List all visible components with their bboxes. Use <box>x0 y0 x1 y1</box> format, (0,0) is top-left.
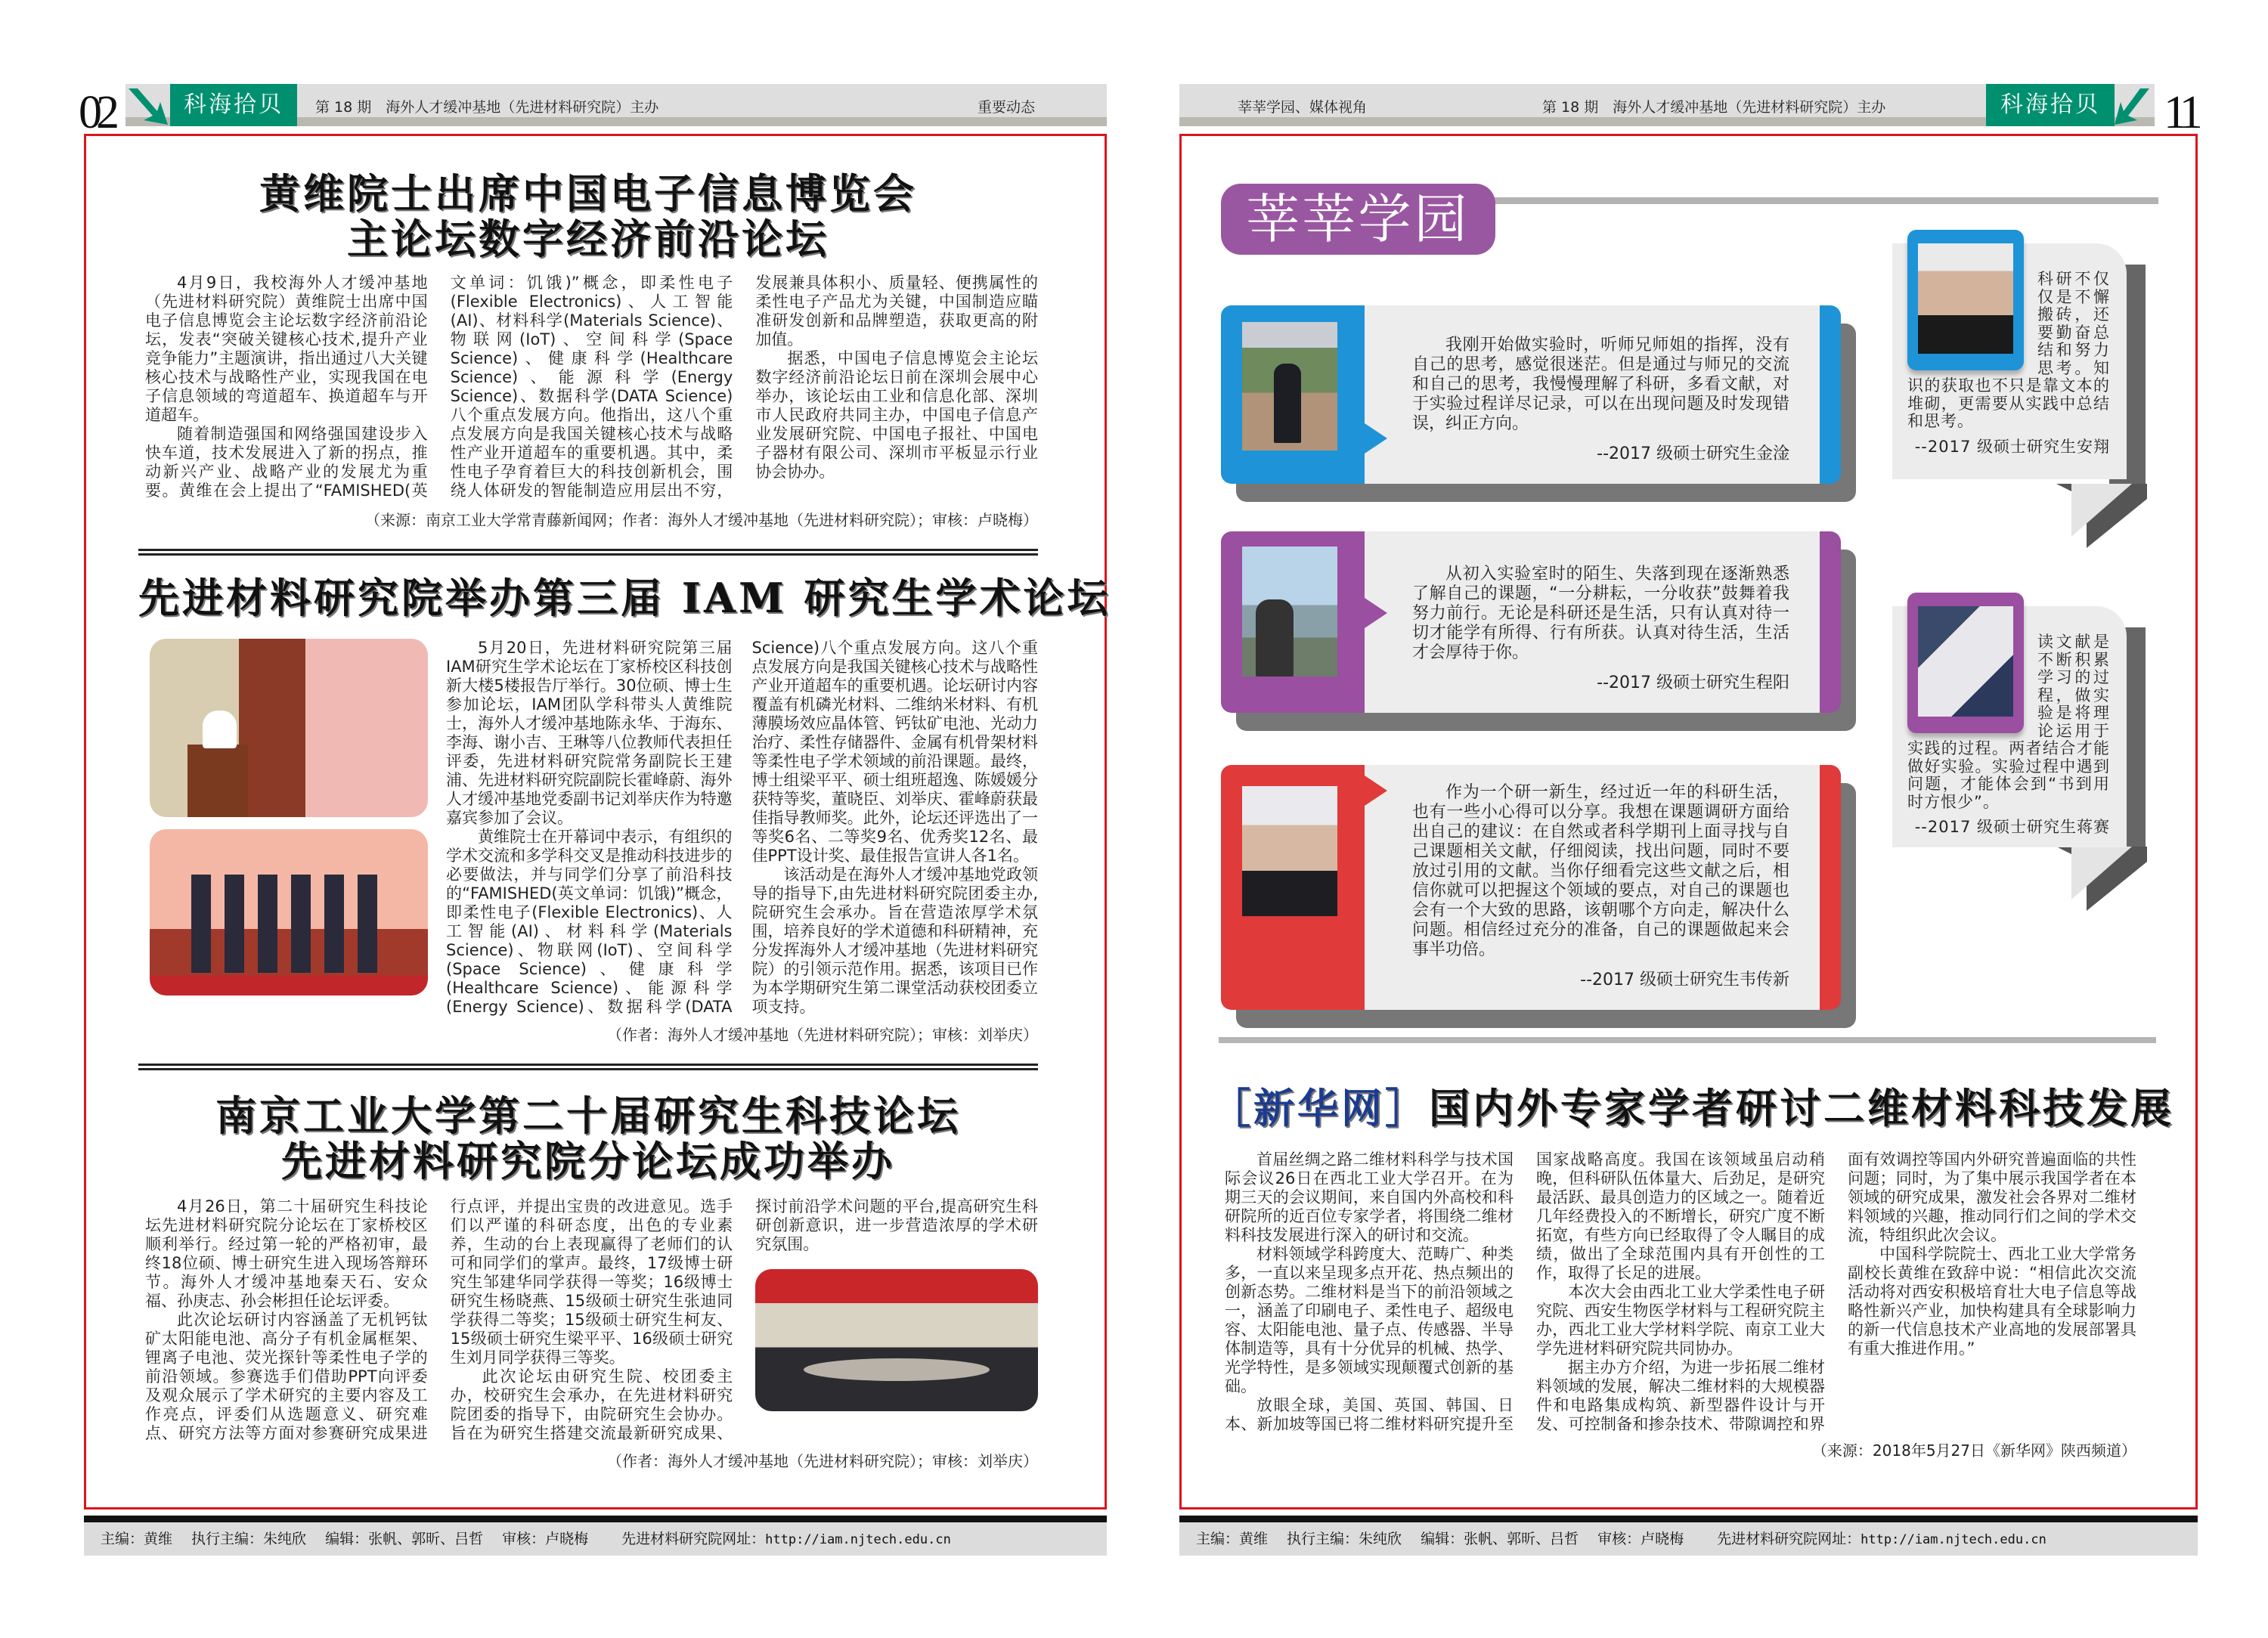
card-text: 科研不仅仅是不懈搬砖，还要勤奋总结和努力思考。知识的获取也不只是靠文本的堆砌，更需要从实践中总结和思考。 <box>1907 270 2110 430</box>
issue-info: 第 18 期 海外人才缓冲基地（先进材料研究院）主办 <box>315 99 659 116</box>
student-photo <box>1242 786 1337 916</box>
article1-body <box>145 274 1038 500</box>
title-text: 国内外专家学者研讨二维材料科技发展 <box>1429 1084 2174 1132</box>
credits-text: 主编：黄维 执行主编：朱纯欣 编辑：张帆、郭昕、吕哲 审核：卢晓梅 先进材料研究院网址： <box>1196 1531 1861 1547</box>
student-photo <box>1918 243 2013 354</box>
quote-signature: --2017 级硕士研究生金淦 <box>1597 444 1789 463</box>
opening-speech-photo <box>150 639 428 817</box>
column-logo: 科海拾贝 <box>170 84 297 126</box>
green-arrow-icon <box>127 85 169 126</box>
paragraph: 随着制造强国和网络强国建设步入快车道，技术发展进入了新的拐点，推动新兴产业、战略产业的发展尤为重要。黄维在会上提出了“FAMISHED(英文单词：饥饿)”概念，即柔性电子(Flexible Electronics)、人工智能(AI)、材料科学(Materials Science)、物联网(IoT)、空间科学(Space Science)、健康科学(Healthcare Science)、能源科学(Energy Science)、数据科学(DATA Science)八个重点发展方向。他指出，这八个重点发展方向是我国关键核心技术与战略性产业开道超车的重要机遇。其中，柔性电子孕育着巨大的科技创新机会，围绕人体研发的智能制造应用层出不穷，发展兼具体积小、质量轻、便携属性的柔性电子产品尤为关键，中国制造应瞄准研发创新和品牌塑造，获取更高的附加值。 <box>145 274 1038 500</box>
page-number: 11 <box>2164 87 2197 138</box>
quote-text: 我刚开始做实验时，听师兄师姐的指挥，没有自己的思考，感觉很迷茫。但是通过与师兄的交流和自己的思考，我慢慢理解了科研，多看文献，对于实验过程详尽记录，可以在出现问题及时发现错误，纠正方向。 <box>1412 336 1789 433</box>
section-rule <box>1493 197 2158 204</box>
photo-frame <box>1907 230 2024 370</box>
forum-meeting-photo <box>755 1269 1038 1411</box>
section-rule <box>1219 1037 2156 1043</box>
footer-credits <box>84 1522 1107 1556</box>
paragraph: 5月20日，先进材料研究院第三届IAM研究生学术论坛在丁家桥校区科技创新大楼5楼报告厅举行。30位硕、博士生参加论坛，IAM团队学科带头人黄维院士，海外人才缓冲基地陈永华、于海东、李海、谢小吉、王琳等八位教师代表担任评委，先进材料研究院常务副院长王建浦、先进材料研究院副院长霍峰蔚、海外人才缓冲基地党委副书记刘举庆作为特邀嘉宾参加了会议。 <box>446 639 733 827</box>
section-label: 重要动态 <box>978 99 1036 116</box>
paragraph: 此次论坛研讨内容涵盖了无机钙钛矿太阳能电池、高分子有机金属框架、锂离子电池、荧光探针等柔性电子学的前沿领域。参赛选手们借助PPT向评委及观众展示了学术研究的主要内容及工作亮点，评委们从选题意义、研究难点、研究方法等方面对参赛研究成果进行点评，并提出宝贵的改进意见。选手们以严谨的科研态度，出色的专业素养，生动的台上表现赢得了老师们的认可和同学们的掌声。最终，17级博士研究生邹建华同学获得一等奖；16级博士研究生杨晓燕、15级硕士研究生张迪同学获得二等奖；15级硕士研究生柯友、15级硕士研究生梁平平、16级硕士研究生刘月同学获得三等奖。 <box>145 1197 733 1442</box>
issue-info: 第 18 期 海外人才缓冲基地（先进材料研究院）主办 <box>1542 99 1886 116</box>
student-photo <box>1242 322 1337 451</box>
article2-content <box>138 639 1038 1017</box>
pointer-icon <box>1365 776 1387 806</box>
article1-title-line1: 黄维院士出席中国电子信息博览会 <box>259 169 917 218</box>
column-logo: 科海拾贝 <box>1986 84 2115 126</box>
page-number: 02 <box>79 87 113 138</box>
side-card-2 <box>1892 606 2127 847</box>
paragraph: 黄维院士在开幕词中表示，有组织的学术交流和多学科交叉是推动科技进步的必要做法，并与同学们分享了前沿科技的“FAMISHED(英文单词：饥饿)”概念，即柔性电子(Flexible Electronics)、人工智能(AI)、材料科学(Materials Science)、物联网(IoT)、空间科学(Space Science)、健康科学(Healthcare Science)、能源科学(Energy Science)、数据科学(DATA Science)八个重点发展方向。这八个重点发展方向是我国关键核心技术与战略性产业开道超车的重要机遇。论坛研讨内容覆盖有机磷光材料、二维纳米材料、有机薄膜场效应晶体管、钙钛矿电池、光动力治疗、柔性存储器件、金属有机骨架材料等柔性电子学术领域的前沿课题。最终，博士组梁平平、硕士组班超逸、陈媛媛分获特等奖，董晓臣、刘举庆、霍峰蔚获最佳指导教师奖。此外，论坛还评选出了一等奖6名、二等奖9名、优秀奖12名、最佳PPT设计奖、最佳报告宣讲人各1名。 <box>446 639 1038 1016</box>
paragraph: 据悉，中国电子信息博览会主论坛数字经济前沿论坛日前在深圳会展中心举办，该论坛由工业和信息化部、深圳市人民政府共同主办，中国电子信息产业发展研究院、中国电子报社、中国电子器材有限公司、深圳市平板显示行业协会协办。 <box>755 349 1038 481</box>
left-page-content <box>138 169 1111 1470</box>
divider <box>138 1064 1038 1070</box>
section-label: 莘莘学园、媒体视角 <box>1238 99 1368 116</box>
article2-title: 先进材料研究院举办第三届 IAM 研究生学术论坛 <box>138 574 1111 622</box>
card-tail <box>2041 847 2147 911</box>
paragraph: 4月9日，我校海外人才缓冲基地（先进材料研究院）黄维院士出席中国电子信息博览会主论坛数字经济前沿论坛，发表“突破关键核心技术,提升产业竞争能力”主题演讲，指出通过八大关键核心技术与战略性产业，实现我国在电子信息领域的弯道超车、换道超车与开道超车。 <box>145 274 428 424</box>
side-card-1 <box>1892 243 2127 479</box>
section-title: 莘莘学园 <box>1221 184 1495 255</box>
article3-source: （作者：海外人才缓冲基地（先进材料研究院）；审核：刘举庆） <box>607 1452 1038 1470</box>
paragraph: 首届丝绸之路二维材料科学与技术国际会议26日在西北工业大学召开。在为期三天的会议期间，来自国内外高校和科研院所的近百位专家学者，将围绕二维材料科技发展进行深入的研讨和交流。 <box>1225 1150 1514 1244</box>
paragraph: 本次大会由西北工业大学柔性电子研究院、西安生物医学材料与工程研究院主办，西北工业大学材料学院、南京工业大学先进材料研究院共同协办。 <box>1536 1283 1825 1358</box>
card-signature: --2017 级硕士研究生蒋赛 <box>1914 818 2110 836</box>
paragraph: 4月26日，第二十届研究生科技论坛先进材料研究院分论坛在丁家桥校区顺利举行。经过第一轮的严格初审，最终18位硕、博士研究生进入现场答辩环节。海外人才缓冲基地秦天石、安众福、孙庚志、孙会彬担任论坛评委。 <box>145 1197 428 1310</box>
quote-text: 作为一个研一新生，经过近一年的科研生活，也有一些小心得可以分享。我想在课题调研方面给出自己的建议：在自然或者科学期刊上面寻找与自己课题相关文献，仔细阅读，找出问题，同时不要放过引用的文献。当你仔细看完这些文献之后，相信你就可以把握这个领域的要点，对自己的课题也会有一个大致的思路，该朝哪个方向走，解决什么问题。相信经过充分的准备，自己的课题做起来会事半功倍。 <box>1412 783 1789 959</box>
paragraph: 中国科学院院士、西北工业大学常务副校长黄维在致辞中说：“相信此次交流活动将对西安积极培育壮大电子信息等战略性新兴产业，加快构建具有全球影响力的新一代信息技术产业高地的发展部署具有重大推进作用。” <box>1848 1245 2136 1358</box>
card-text: 读文献是不断积累学习的过程，做实验是将理论运用于实践的过程。两者结合才能做好实验。实验过程中遇到问题，才能体会到“书到用时方恨少”。 <box>1907 633 2110 811</box>
paragraph: 放眼全球，美国、英国、韩国、日本、新加坡等国已将二维材料研究提升至国家战略高度。我国在该领域虽启动稍晚，但科研队伍体量大、后劲足，是研究最活跃、最具创造力的区域之一。随着近几年经费投入的不断增长，研究广度不断拓宽，有些方向已经取得了令人瞩目的成绩，做出了全球范围内具有开创性的工作，取得了长足的进展。 <box>1225 1150 1825 1433</box>
green-arrow-icon <box>2115 85 2151 126</box>
meeting-table <box>804 1358 990 1381</box>
quote-panel <box>1365 305 1820 484</box>
quote-card-1 <box>1221 305 1841 484</box>
quote-signature: --2017 级硕士研究生韦传新 <box>1580 971 1789 989</box>
quote-text: 从初入实验室时的陌生、失落到现在逐渐熟悉了解自己的课题，“一分耕耘，一分收获”鼓舞着我努力前行。无论是科研还是生活，只有认真对待一切才能学有所得、行有所获。认真对待生活，生活才会厚待于你。 <box>1412 565 1789 662</box>
article3-title-line1: 南京工业大学第二十届研究生科技论坛 <box>215 1091 961 1140</box>
pointer-icon <box>1365 598 1387 628</box>
article4 <box>1210 1084 2174 1460</box>
article4-source: （来源：2018年5月27日《新华网》陕西频道） <box>1811 1441 2136 1460</box>
student-photo <box>1242 547 1337 677</box>
quote-card-2 <box>1221 531 1841 713</box>
website-link[interactable]: http://iam.njtech.edu.cn <box>765 1532 951 1547</box>
quote-panel <box>1365 531 1820 713</box>
article4-body <box>1225 1150 2136 1434</box>
article1-title-line2: 主论坛数字经济前沿论坛 <box>347 215 829 263</box>
quote-photo-strip <box>1221 531 1365 713</box>
article1-source: （来源：南京工业大学常青藤新闻网；作者：海外人才缓冲基地（先进材料研究院）；审核：卢晓梅） <box>365 511 1038 529</box>
paragraph: 据主办方介绍，为进一步拓展二维材料领域的发展，解决二维材料的大规模器件和电路集成构筑、新型器件设计与开发、可控制备和掺杂技术、带隙调控和界面有效调控等国内外研究普遍面临的共性问题；同时，为了集中展示我国学者在本领域的研究成果，激发社会各界对二维材料领域的兴趣，推动同行们之间的学术交流，特组织此次会议。 <box>1536 1150 2136 1433</box>
award-ceremony-photo <box>150 829 428 995</box>
card-tail <box>2041 484 2147 548</box>
quote-signature: --2017 级硕士研究生程阳 <box>1597 673 1789 692</box>
footer-credits <box>1179 1522 2198 1556</box>
article3-title-line2: 先进材料研究院分论坛成功举办 <box>281 1137 895 1185</box>
paragraph: 此次论坛由研究生院、校团委主办，校研究生会承办，在先进材料研究院团委的指导下，由院研究生会协办。旨在为研究生搭建交流最新研究成果、探讨前沿学术问题的平台,提高研究生科研创新意识，进一步营造浓厚的学术研究氛围。 <box>450 1197 1038 1442</box>
quote-panel <box>1365 765 1820 1010</box>
article3-body <box>145 1197 1038 1443</box>
article2-body <box>446 639 1038 1017</box>
paragraph: 该活动是在海外人才缓冲基地党政领导的指导下,由先进材料研究院团委主办,院研究生会承办。旨在营造浓厚学术氛围，培养良好的学术道德和科研精神，充分发挥海外人才缓冲基地（先进材料研究院）的引领示范作用。据悉，该项目已作为本学期研究生第二课堂活动获校团委立项支持。 <box>751 865 1038 1016</box>
pointer-icon <box>1365 423 1387 454</box>
quote-card-3 <box>1221 765 1841 1010</box>
quote-photo-strip <box>1221 765 1365 1010</box>
paragraph: 材料领域学科跨度大、范畴广、种类多，一直以来呈现多点开花、热点频出的创新态势。二维材料是当下的前沿领域之一，涵盖了印刷电子、柔性电子、超级电容、太阳能电池、量子点、传感器、半导体制造等，具有十分优异的机械、热学、光学特性，是多领域实现颠覆式创新的基础。 <box>1225 1245 1514 1395</box>
speaker <box>203 711 237 748</box>
quote-photo-strip <box>1221 305 1365 484</box>
article2-source: （作者：海外人才缓冲基地（先进材料研究院）；审核：刘举庆） <box>607 1026 1038 1044</box>
title-source-tag: ［新华网］ <box>1210 1084 1429 1132</box>
student-photo <box>1918 606 2013 717</box>
podium <box>187 745 248 817</box>
article4-title <box>1210 1084 2174 1132</box>
article2-photos <box>138 639 428 1017</box>
card-signature: --2017 级硕士研究生安翔 <box>1914 437 2110 456</box>
divider <box>138 549 1038 556</box>
website-link[interactable]: http://iam.njtech.edu.cn <box>1861 1532 2046 1547</box>
award-winners <box>191 875 388 973</box>
credits-text: 主编：黄维 执行主编：朱纯欣 编辑：张帆、郭昕、吕哲 审核：卢晓梅 先进材料研究院网址： <box>101 1531 766 1547</box>
photo-frame <box>1907 593 2024 733</box>
